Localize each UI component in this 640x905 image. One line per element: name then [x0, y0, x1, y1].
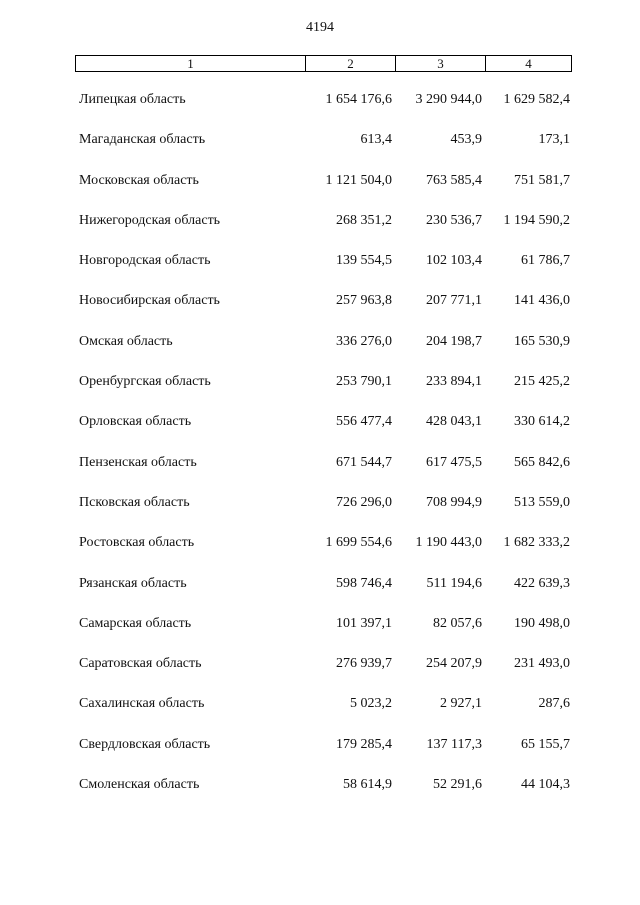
value-col-4: 44 104,3: [521, 777, 570, 793]
value-col-3: 230 536,7: [426, 212, 482, 228]
table-row: [0, 489, 640, 529]
value-col-3: 204 198,7: [426, 333, 482, 349]
table-row: [0, 690, 640, 730]
region-name: Магаданская область: [79, 132, 206, 148]
value-col-4: 287,6: [538, 696, 570, 712]
table-row: [0, 86, 640, 126]
value-col-3: 708 994,9: [426, 494, 482, 510]
table-row: [0, 610, 640, 650]
region-name: Сахалинская область: [79, 696, 205, 712]
value-col-3: 1 190 443,0: [415, 535, 482, 551]
value-col-4: 173,1: [538, 132, 570, 148]
table-row: [0, 570, 640, 610]
table-row: [0, 529, 640, 569]
table-row: [0, 247, 640, 287]
region-name: Ростовская область: [79, 535, 195, 551]
value-col-4: 231 493,0: [514, 656, 570, 672]
table-row: [0, 126, 640, 166]
table-body: [0, 86, 640, 811]
table-row: [0, 449, 640, 489]
value-col-2: 1 654 176,6: [325, 92, 392, 107]
table-row: [0, 771, 640, 811]
value-col-3: 511 194,6: [426, 575, 482, 591]
value-col-3: 233 894,1: [426, 374, 482, 390]
value-col-4: 565 842,6: [514, 454, 570, 470]
value-col-3: 102 103,4: [426, 253, 482, 269]
value-col-2: 671 544,7: [336, 454, 392, 470]
value-col-3: 137 117,3: [426, 736, 482, 752]
value-col-3: 254 207,9: [426, 656, 482, 672]
region-name: Самарская область: [79, 615, 192, 631]
value-col-4: 330 614,2: [514, 414, 570, 430]
table-row: [0, 408, 640, 448]
value-col-4: 190 498,0: [514, 615, 570, 631]
value-col-2: 101 397,1: [336, 615, 392, 631]
table-row: [0, 287, 640, 327]
value-col-2: 336 276,0: [336, 333, 392, 349]
table-row: [0, 368, 640, 408]
value-col-4: 61 786,7: [521, 253, 570, 269]
region-name: Орловская область: [79, 414, 192, 430]
region-name: Псковская область: [79, 494, 190, 510]
region-name: Московская область: [79, 172, 199, 188]
value-col-2: 726 296,0: [336, 494, 392, 510]
value-col-3: 453,9: [450, 132, 482, 148]
table-row: [0, 328, 640, 368]
value-col-3: 428 043,1: [426, 414, 482, 430]
region-name: Свердловская область: [79, 736, 211, 752]
value-col-3: 82 057,6: [433, 615, 482, 631]
value-col-2: 598 746,4: [336, 575, 392, 591]
value-col-3: 207 771,1: [426, 293, 482, 309]
region-name: Липецкая область: [79, 92, 186, 107]
column-header-2: 2: [305, 56, 395, 71]
region-name: Новосибирская область: [79, 293, 220, 309]
region-name: Нижегородская область: [79, 212, 221, 228]
value-col-2: 5 023,2: [350, 696, 392, 712]
value-col-4: 513 559,0: [514, 494, 570, 510]
table-row: [0, 650, 640, 690]
value-col-4: 215 425,2: [514, 374, 570, 390]
column-header-3: 3: [395, 56, 485, 71]
value-col-3: 3 290 944,0: [415, 92, 482, 107]
value-col-3: 52 291,6: [433, 777, 482, 793]
value-col-3: 763 585,4: [426, 172, 482, 188]
value-col-4: 1 682 333,2: [503, 535, 570, 551]
page-number: 4194: [306, 20, 334, 35]
value-col-3: 617 475,5: [426, 454, 482, 470]
value-col-2: 613,4: [360, 132, 392, 148]
value-col-4: 141 436,0: [514, 293, 570, 309]
region-name: Пензенская область: [79, 454, 197, 470]
region-name: Новгородская область: [79, 253, 211, 269]
value-col-3: 2 927,1: [440, 696, 482, 712]
region-name: Саратовская область: [79, 656, 202, 672]
table-row: [0, 167, 640, 207]
column-header-1: 1: [187, 56, 194, 71]
region-name: Смоленская область: [79, 777, 200, 793]
value-col-4: 65 155,7: [521, 736, 570, 752]
value-col-2: 139 554,5: [336, 253, 392, 269]
table-row: [0, 207, 640, 247]
table-column-header: [75, 55, 572, 72]
value-col-2: 556 477,4: [336, 414, 392, 430]
value-col-4: 422 639,3: [514, 575, 570, 591]
value-col-2: 1 699 554,6: [325, 535, 392, 551]
table-row: [0, 731, 640, 771]
value-col-2: 257 963,8: [336, 293, 392, 309]
region-name: Омская область: [79, 333, 173, 349]
region-name: Оренбургская область: [79, 374, 211, 390]
value-col-2: 276 939,7: [336, 656, 392, 672]
column-header-4: 4: [485, 56, 571, 71]
value-col-2: 1 121 504,0: [325, 172, 392, 188]
value-col-4: 1 629 582,4: [503, 92, 570, 107]
value-col-4: 165 530,9: [514, 333, 570, 349]
region-name: Рязанская область: [79, 575, 187, 591]
value-col-2: 268 351,2: [336, 212, 392, 228]
value-col-2: 179 285,4: [336, 736, 392, 752]
value-col-4: 751 581,7: [514, 172, 570, 188]
value-col-4: 1 194 590,2: [503, 212, 570, 228]
value-col-2: 253 790,1: [336, 374, 392, 390]
value-col-2: 58 614,9: [343, 777, 392, 793]
